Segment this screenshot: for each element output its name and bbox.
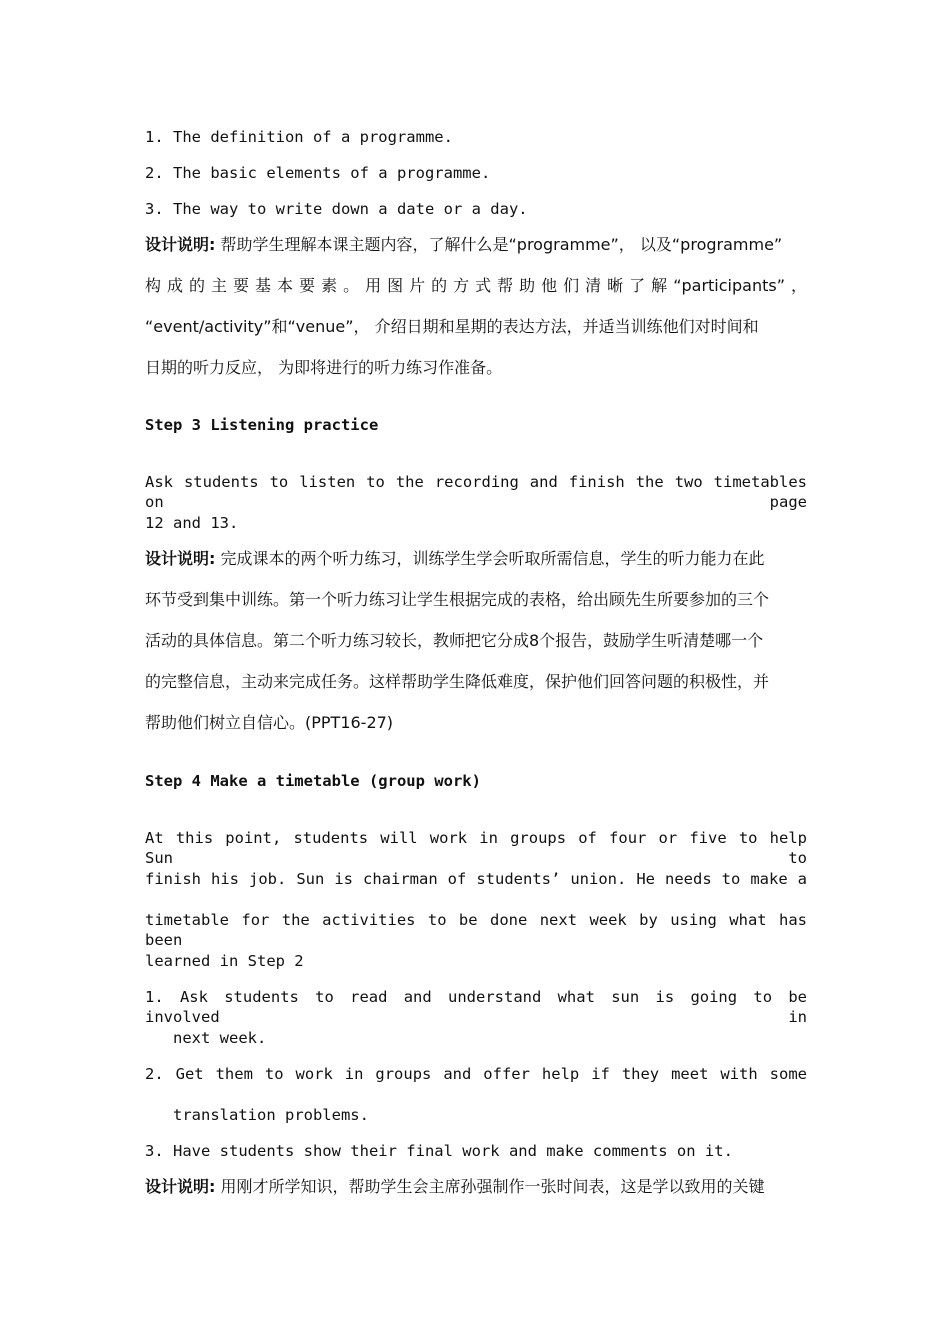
- design-note-label: 设计说明:: [145, 1177, 216, 1196]
- step-3-line-1: Ask students to listen to the recording and finish the two timetables on page: [145, 473, 807, 511]
- step-4-item-3-line-1: 3. Have students show their final work and make comments on it.: [145, 1142, 733, 1160]
- step-4-item-2-line-1: 2. Get them to work in groups and offer help if they meet with some: [145, 1065, 807, 1083]
- design-note-1-line-1: [145, 235, 807, 255]
- design-note-2-line-4: 的完整信息，主动来完成任务。这样帮助学生降低难度，保护他们回答问题的积极性，并: [145, 672, 770, 691]
- design-note-text: 完成课本的两个听力练习，训练学生学会听取所需信息，学生的听力能力在此: [220, 549, 765, 568]
- step-4-line-1: At this point, students will work in groups of four or five to help Sun to: [145, 829, 807, 867]
- design-note-1-line-3: “event/activity”和“venue”， 介绍日期和星期的表达方法，并适当训练他们对时间和: [145, 317, 759, 336]
- design-note-2-line-5: 帮助他们树立自信心。(PPT16-27): [145, 713, 394, 732]
- design-note-text: 用刚才所学知识，帮助学生会主席孙强制作一张时间表，这是学以致用的关键: [220, 1177, 765, 1196]
- intro-list-item-3: 3. The way to write down a date or a day.: [145, 200, 528, 218]
- design-note-text: 帮助学生理解本课主题内容，了解什么是“programme”， 以及“programme”: [220, 235, 783, 254]
- design-note-label: 设计说明:: [145, 549, 216, 568]
- intro-list-item-1: 1. The definition of a programme.: [145, 128, 453, 146]
- step-4-item-1-line-2: next week.: [173, 1029, 267, 1047]
- design-note-1-line-4: 日期的听力反应， 为即将进行的听力练习作准备。: [145, 358, 503, 377]
- step-4-heading: Step 4 Make a timetable (group work): [145, 772, 481, 790]
- step-3-heading: Step 3 Listening practice: [145, 416, 379, 434]
- step-4-item-1-line-1: 1. Ask students to read and understand what sun is going to be involved in: [145, 988, 807, 1026]
- step-3-line-2: 12 and 13.: [145, 514, 239, 532]
- intro-list-item-2: 2. The basic elements of a programme.: [145, 164, 491, 182]
- design-note-label: 设计说明:: [145, 235, 216, 254]
- step-4-line-4: learned in Step 2: [145, 952, 304, 970]
- design-note-2-line-2: 环节受到集中训练。第一个听力练习让学生根据完成的表格，给出顾先生所要参加的三个: [145, 590, 770, 609]
- step-4-line-2: finish his job. Sun is chairman of students’ union. He needs to make a: [145, 870, 807, 888]
- step-4-line-3: timetable for the activities to be done next week by using what has been: [145, 911, 807, 949]
- design-note-1-line-2: 构成的主要基本要素。用图片的方式帮助他们清晰了解“participants”，: [145, 276, 807, 295]
- design-note-2-line-1: [145, 549, 807, 569]
- design-note-3-line-1: [145, 1177, 807, 1197]
- design-note-2-line-3: 活动的具体信息。第二个听力练习较长，教师把它分成8个报告，鼓励学生听清楚哪一个: [145, 631, 764, 650]
- step-4-item-2-line-2: translation problems.: [173, 1106, 369, 1124]
